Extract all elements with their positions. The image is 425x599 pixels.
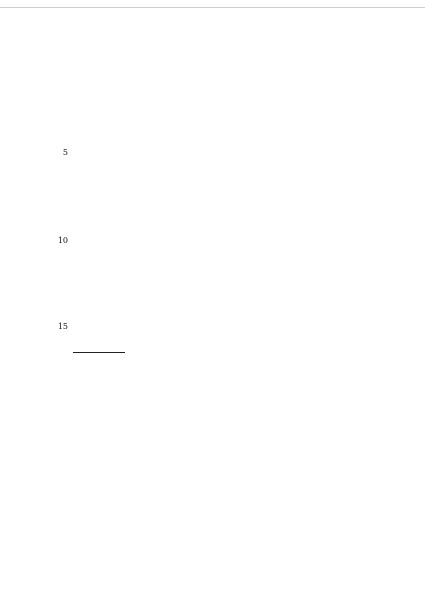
- body-line: [73, 255, 373, 273]
- body-line: [73, 290, 373, 308]
- body-line: [73, 168, 373, 186]
- body-line: [73, 308, 373, 326]
- line-number: 5: [62, 148, 68, 157]
- line-number: 15: [57, 322, 68, 331]
- scanner-banner: [0, 0, 425, 8]
- body-line: [73, 238, 373, 256]
- body-line: [73, 273, 373, 291]
- body-line: [73, 150, 373, 168]
- arabic-body-text: [73, 80, 373, 343]
- footnote-divider: [73, 352, 125, 353]
- body-line: [73, 325, 373, 343]
- body-line: [73, 80, 373, 98]
- body-line: [73, 185, 373, 203]
- body-line: [73, 133, 373, 151]
- body-line: [73, 220, 373, 238]
- body-line: [73, 98, 373, 116]
- body-line: [73, 115, 373, 133]
- line-number: 10: [57, 236, 68, 245]
- body-line: [73, 203, 373, 221]
